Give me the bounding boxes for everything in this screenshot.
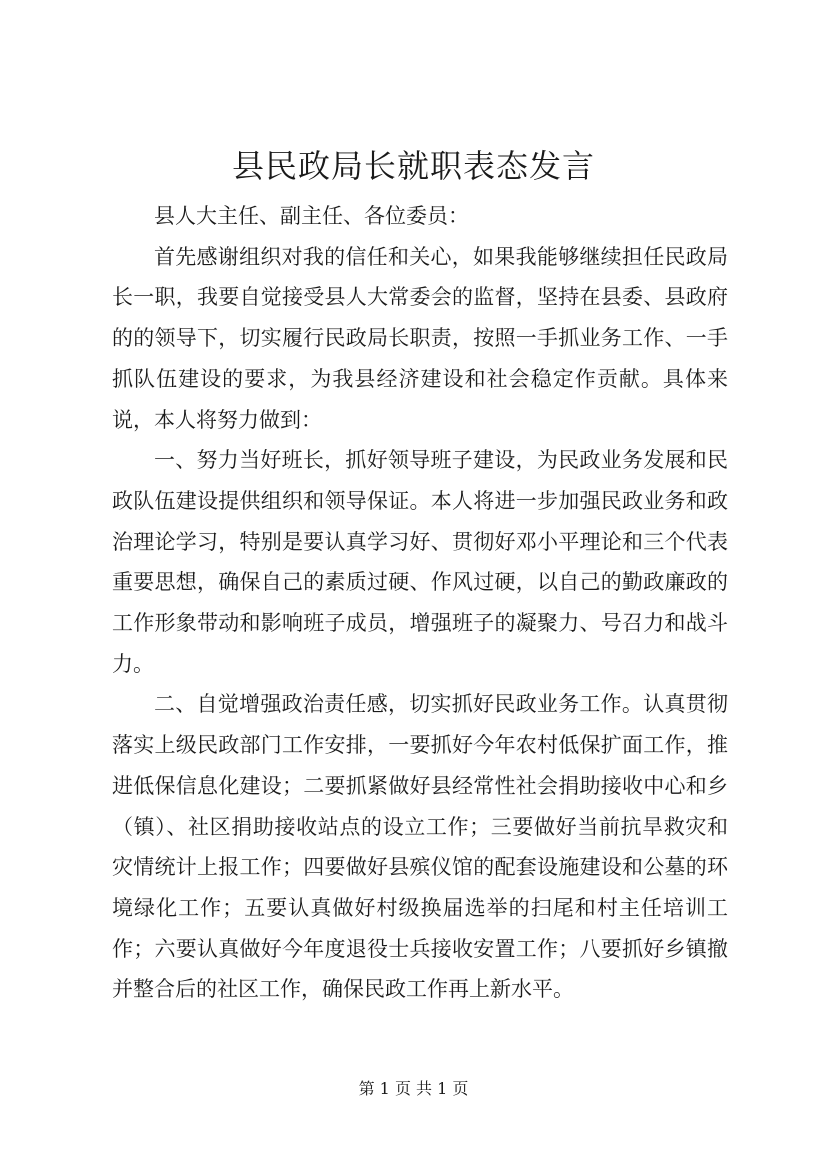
point-one-paragraph: 一、努力当好班长，抓好领导班子建设，为民政业务发展和民政队伍建设提供组织和领导保证。本人将进一步加强民政业务和政治理论学习，特别是要认真学习好、贯彻好邓小平理论和三个代表重要思想，确保自己的素质过硬、作风过硬，以自己的勤政廉政的工作形象带动和影响班子成员，增强班子的凝聚力、号召力和战斗力。 — [112, 448, 728, 676]
page-number-footer: 第 1 页 共 1 页 — [358, 1079, 469, 1098]
salutation-paragraph: 县人大主任、副主任、各位委员： — [154, 204, 469, 228]
document-body — [112, 196, 728, 1010]
point-two-paragraph: 二、自觉增强政治责任感，切实抓好民政业务工作。认真贯彻落实上级民政部门工作安排，一要抓好今年农村低保扩面工作，推进低保信息化建设；二要抓紧做好县经常性社会捐助接收中心和乡（镇）、社区捐助接收站点的设立工作；三要做好当前抗旱救灾和灾情统计上报工作；四要做好县殡仪馆的配套设施建设和公墓的环境绿化工作；五要认真做好村级换届选举的扫尾和村主任培训工作；六要认真做好今年度退役士兵接收安置工作；八要抓好乡镇撤并整合后的社区工作，确保民政工作再上新水平。 — [112, 692, 728, 1002]
document-title: 县民政局长就职表态发言 — [231, 147, 595, 185]
intro-paragraph: 首先感谢组织对我的信任和关心，如果我能够继续担任民政局长一职，我要自觉接受县人大常委会的监督，坚持在县委、县政府的的领导下，切实履行民政局长职责，按照一手抓业务工作、一手抓队伍建设的要求，为我县经济建设和社会稳定作贡献。具体来说，本人将努力做到： — [112, 244, 728, 432]
